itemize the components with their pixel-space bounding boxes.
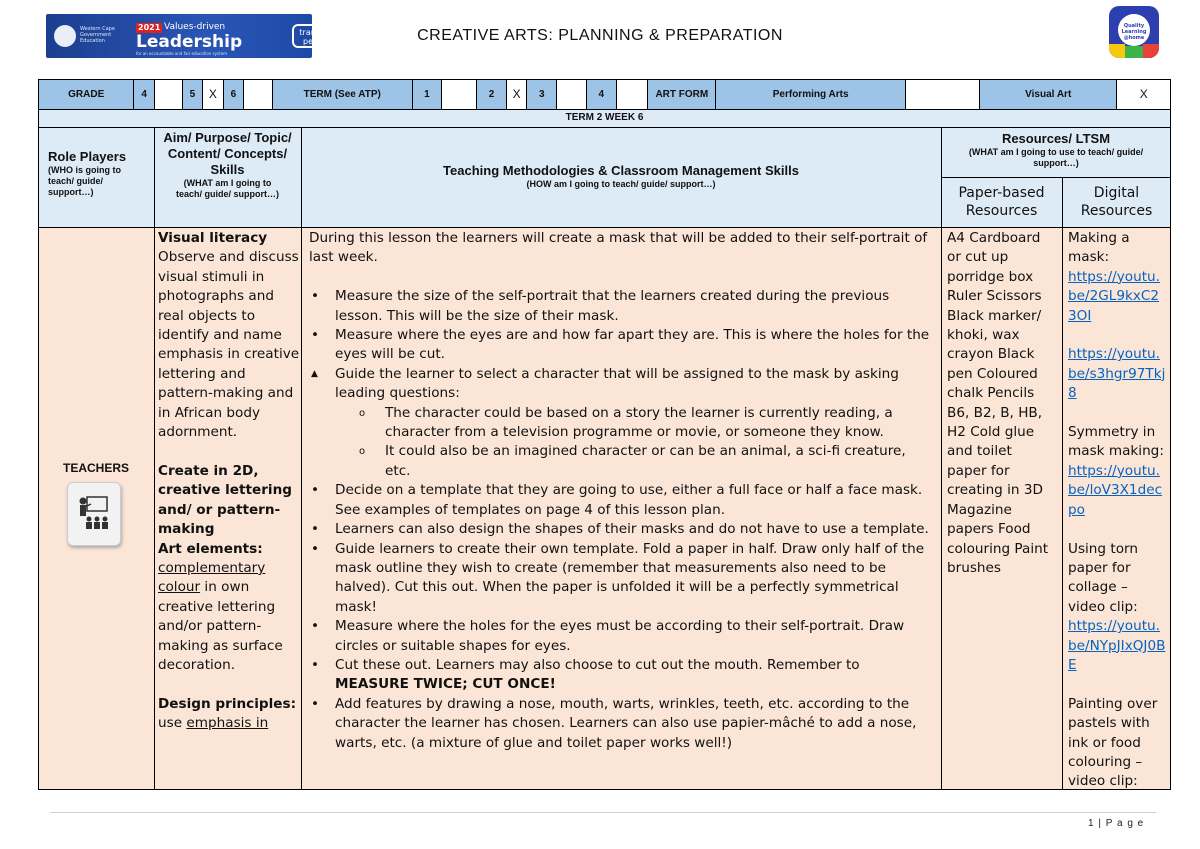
term-cell: 3 [527,80,557,110]
role-players-subtitle: (WHO is going to teach/ guide/ support…) [48,165,121,197]
create-2d-heading: Create in 2D, creative lettering and/ or pattern-making [158,462,292,538]
grade-cell [244,80,273,110]
paper-resources-header [941,177,1062,227]
digital-label: Making a mask: [1068,230,1130,266]
grade-term-row [38,79,1171,110]
video-link[interactable]: https://youtu.be/2GL9kxC23OI [1068,268,1160,324]
term-cell: 2 [477,80,507,110]
document-title: CREATIVE ARTS: PLANNING & PREPARATION [417,27,783,44]
banner-year: 2021 [138,23,161,32]
paper-resources-title: Paper-based Resources [958,185,1045,219]
page-number: 1 | P a g e [1088,818,1145,829]
method-bullet: • Decide on a template that they are going to use, either a full face or half a face mask. See examples of templates on page 4 of this lesson plan. [311,482,923,518]
transform-perform-badge: transform perform [292,24,346,48]
digital-resources-list [1062,227,1171,790]
method-bullet: • Guide learners to create their own template. Fold a paper in half. Draw only half of the mask outline they wish to create (remember that measurements also need to be halved). Cut this out. When the paper is unfolded it will be a perfectly symmetrical mask! [311,540,925,615]
grade-cell: 6 [223,80,244,110]
digital-resources-title: Digital Resources [1080,185,1153,219]
visual-literacy-text: Observe and discuss visual stimuli in photographs and real objects to identify and name emphasis in creative lettering and pattern-making and in African body adornment. [158,249,300,441]
design-principles-heading: Design principles: [158,695,297,712]
banner-leadership: Leadership [136,32,243,52]
method-header [301,127,941,227]
visual-art-label: Visual Art [979,80,1117,110]
visual-literacy-heading: Visual literacy [158,230,268,246]
term-cell [557,80,587,110]
role-players-header [38,127,154,227]
footer-rule [50,812,1156,813]
method-bullet: • Measure where the eyes are and how far apart they are. This is where the holes for the eyes will be cut. [311,327,930,363]
quality-learning-logo [1109,6,1159,58]
term-cell: 1 [412,80,442,110]
term-cell [616,80,648,110]
method-bullet: ▲ Guide the learner to select a character that will be assigned to the mask by asking leading questions: [311,365,899,402]
resources-header [941,127,1171,177]
method-sub-bullet: o The character could be based on a story the learner is currently reading, a character from a television programme or movie, or someone they know. [359,404,893,441]
lesson-plan-table [38,109,1171,790]
government-name: Western Cape Government Education [80,26,115,44]
paper-resources-list [941,227,1062,790]
methodology-content [301,227,941,790]
grade-cell: 4 [134,80,155,110]
term-label: TERM (See ATP) [272,80,412,110]
grade-cell: X [203,80,224,110]
aim-content [154,227,301,790]
week-label: TERM 2 WEEK 6 [38,109,1171,127]
method-bullet: • Cut these out. Learners may also choose to cut out the mouth. Remember to MEASURE TWICE; CUT ONCE! [311,656,860,693]
paper-resources-text: A4 Cardboard or cut up porridge box Ruler Scissors Black marker/ khoki, wax crayon Black pen Coloured chalk Pencils B6, B2, B, HB, H2 Cold glue and toilet paper for creating in 3D Magazine papers Food colouring Paint brushes [947,230,1049,576]
complementary-colour-term: complementary colour [158,559,266,596]
video-link[interactable]: https://youtu.be/loV3X1decpo [1068,462,1163,518]
method-bullet: • Measure where the holes for the eyes must be according to their self-portrait. Draw circles or suitable shapes for eyes. [311,618,905,654]
visual-art-mark: X [1117,80,1171,110]
term-cell: 4 [586,80,616,110]
banner-values: Values-driven [164,22,226,32]
digital-label: Using torn paper for collage – video clip: [1068,540,1138,615]
term-cell [442,80,477,110]
video-link[interactable]: https://youtu.be/s3hgr97Tkj8 [1068,346,1166,402]
aim-subtitle: (WHAT am I going to teach/ guide/ support…) [175,178,279,199]
digital-label: Symmetry in mask making: [1068,424,1164,460]
banner-tagline: for an accountable and fair education system [136,51,228,56]
quality-learning-text: Quality Learning @home [1118,14,1150,46]
digital-resources-header [1062,177,1171,227]
emphasis-term: emphasis in [186,715,269,732]
grade-cell [154,80,182,110]
performing-arts-label: Performing Arts [716,80,906,110]
term-cell: X [506,80,527,110]
aim-title: Aim/ Purpose/ Topic/ Content/ Concepts/ Skills [163,130,292,177]
video-link[interactable]: https://youtu.be/NYpJIxQJ0BE [1068,618,1166,673]
method-bullet: • Measure the size of the self-portrait that the learners created during the previous lesson. This will be the size of their mask. [311,288,890,324]
art-form-label: ART FORM [648,80,716,110]
teacher-icon [67,482,121,546]
grade-label: GRADE [39,80,134,110]
performing-arts-mark [906,80,980,110]
design-principles-text: use [158,715,187,732]
resources-subtitle: (WHAT am I going to use to teach/ guide/ support…) [968,147,1144,168]
resources-title: Resources/ LTSM [1001,131,1111,146]
digital-label: Painting over pastels with ink or food colouring – video clip: [1068,695,1158,790]
role-players-title: Role Players [48,149,127,164]
grade-cell: 5 [182,80,203,110]
art-elements-text: in own creative lettering and/or pattern-making as surface decoration. [158,579,283,673]
method-subtitle: (HOW am I going to teach/ guide/ support…) [526,179,716,189]
method-sub-bullet: o It could also be an imagined character or can be an animal, a sci-fi creature, etc. [359,443,906,479]
method-bullet: • Add features by drawing a nose, mouth, warts, wrinkles, teeth, etc. according to the character the learner has chosen. Learners can also use papier-mâché to add a nose, warts, etc. (a mixture of glue and toilet paper works well!) [311,695,917,751]
method-title: Teaching Methodologies & Classroom Management Skills [443,163,799,178]
method-bullet: • Learners can also design the shapes of their masks and do not have to use a template. [311,521,929,538]
aim-header [154,127,301,227]
art-elements-heading: Art elements: [158,540,263,557]
lesson-intro: During this lesson the learners will create a mask that will be added to their self-portrait of last week. [309,230,928,266]
role-teachers: TEACHERS [62,461,129,475]
